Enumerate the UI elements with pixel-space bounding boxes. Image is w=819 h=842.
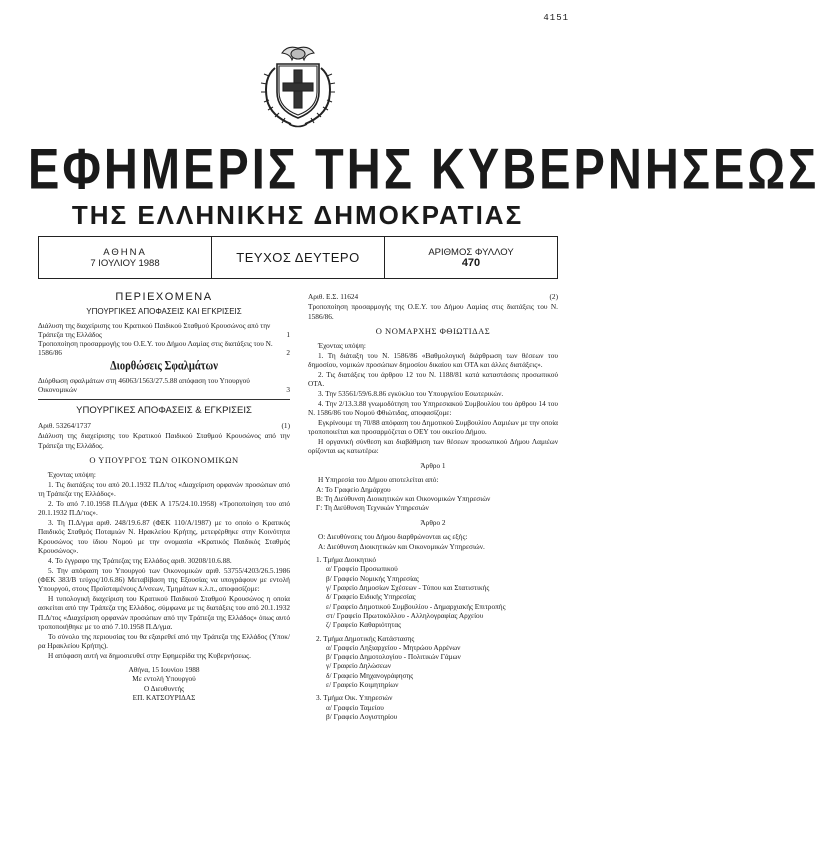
- decisions-section-heading: ΥΠΟΥΡΓΙΚΕΣ ΑΠΟΦΑΣΕΙΣ & ΕΓΚΡΙΣΕΙΣ: [76, 404, 252, 416]
- section-1-item: γ/ Γραφείο Δημοσίων Σχέσεων - Τύπου και Στατιστικής: [326, 583, 490, 593]
- section-1-title: 1. Τμήμα Διοικητικό: [316, 555, 377, 565]
- corrections-heading: Διορθώσεις Σφαλμάτων: [110, 359, 218, 373]
- decision-1-ref: Αριθ. 53264/1737: [38, 420, 91, 430]
- decision-2-intro: Έχοντας υπόψη:: [318, 341, 366, 351]
- decision-1-authority: Ο ΥΠΟΥΡΓΟΣ ΤΩΝ ΟΙΚΟΝΟΜΙΚΩΝ: [89, 454, 239, 465]
- section-2-item: γ/ Γραφείο Δηλώσεων: [326, 661, 392, 671]
- decision-1-paragraph: Η απόφαση αυτή να δημοσιευθεί στην Εφημερίδα της Κυβερνήσεως.: [48, 650, 251, 660]
- issue-info-box: [38, 236, 558, 279]
- issue-location-date: [39, 237, 211, 278]
- issue-sheet-label: ΑΡΙΘΜΟΣ ΦΥΛΛΟΥ: [428, 246, 514, 258]
- gazette-subtitle: ΤΗΣ ΕΛΛΗΝΙΚΗΣ ΔΗΜΟΚΡΑΤΙΑΣ: [71, 200, 524, 230]
- article-2-sub: Α: Διεύθυνση Διοικητικών και Οικονομικών Υπηρεσιών.: [318, 541, 485, 551]
- coat-of-arms-icon: [259, 44, 337, 130]
- contents-heading: ΠΕΡΙΕΧΟΜΕΝΑ: [115, 291, 213, 303]
- page-number: 4151: [543, 13, 569, 23]
- decision-1-paragraph: Η τυπολογική διαχείριση του Κρατικού Παιδικού Σταθμού Κρουσώνος η οποία ασκείται από την Τράπεζα της Ελλάδος, σύμφωνα με τις διατάξεις του από 20.1.1932 Π.Δ/τος «Διαχείριση ορφανών προσώπων από την Τράπεζα της Ελλάδος» όπως αυτό τροποποιήθηκε με το από 7.10.1958 Π.Δ/γμα.: [38, 594, 290, 631]
- section-2-item: δ/ Γραφείο Μηχανογράφησης: [326, 670, 414, 680]
- contents-section-heading: ΥΠΟΥΡΓΙΚΕΣ ΑΠΟΦΑΣΕΙΣ ΚΑΙ ΕΓΚΡΙΣΕΙΣ: [86, 307, 242, 317]
- decision-2-paragraph: 4. Την 2/13.3.88 γνωμοδότηση του Υπηρεσιακού Συμβουλίου του άρθρου 14 του Ν. 1586/86 του Νομού Φθιώτιδας, αποφασίζομε:: [308, 398, 558, 418]
- decision-2-ref: Αριθ. Ε.Σ. 11624: [308, 292, 359, 301]
- left-column: [38, 292, 290, 702]
- decision-2-paragraph: Εγκρίνουμε τη 70/88 απόφαση του Δημοτικού Συμβουλίου Λαμιέων με την οποία τροποποιείται και προσαρμόζεται ο ΟΕΥ του οικείου Δήμου.: [308, 418, 558, 437]
- section-1-item: δ/ Γραφείο Ειδικής Υπηρεσίας: [326, 592, 416, 602]
- article-2-intro: Ο: Διευθύνσεις του Δήμου διαρθρώνονται ως εξής:: [318, 532, 468, 542]
- decision-2-paragraph: Η οργανική σύνθεση και διαβάθμιση των θέσεων προσωπικού Δήμου Λαμιέων ορίζονται ως κατωτέρω:: [308, 437, 558, 456]
- decision-1-title: Διάλυση της διαχείρισης του Κρατικού Παιδικού Σταθμού Κρουσώνος από την Τράπεζα της Ελλάδος.: [38, 431, 290, 450]
- issue-series-label: ΤΕΥΧΟΣ ΔΕΥΤΕΡΟ: [236, 250, 360, 265]
- decision-2-paragraph: 1. Τη διάταξη του Ν. 1586/86 «Βαθμολογική διάρθρωση των θέσεων του δημοσίου, νομικών προσώπων δημοσίου δικαίου και ΟΤΑ και άλλες διατάξεις».: [308, 350, 558, 370]
- issue-date: 7 ΙΟΥΛΙΟΥ 1988: [90, 257, 160, 269]
- decision-1-paragraph: 1. Τις διατάξεις του από 20.1.1932 Π.Δ/τος «Διαχείριση ορφανών προσώπων από τη Τράπεζα της Ελλάδος».: [38, 479, 290, 499]
- section-2-item: α/ Γραφείο Ληξιαρχείου - Μητρώου Αρρένων: [326, 642, 461, 652]
- article-1-item: Β: Τη Διεύθυνση Διοικητικών και Οικονομικών Υπηρεσιών: [316, 494, 491, 504]
- article-1-intro: Η Υπηρεσία του Δήμου αποτελείται από:: [318, 475, 439, 485]
- signature-date: Αθήνα, 15 Ιουνίου 1988: [128, 665, 200, 675]
- section-1-item: ζ/ Γραφείο Καθαριότητας: [326, 620, 402, 630]
- article-1-item: Α: Το Γραφείο Δημάρχου: [316, 484, 391, 494]
- toc-entry[interactable]: [38, 321, 290, 340]
- section-1-item: α/ Γραφείο Προσωπικού: [326, 564, 398, 574]
- toc-entry[interactable]: [38, 339, 290, 358]
- signature-name: ΕΠ. ΚΑΤΣΟΥΡΙΔΑΣ: [132, 692, 196, 702]
- decision-2-paragraph: 2. Τις διατάξεις του άρθρου 12 του Ν. 1188/81 κατά καταστάσεις προσωπικού ΟΤΑ.: [308, 370, 558, 389]
- section-1-item: β/ Γραφείο Νομικής Υπηρεσίας: [326, 573, 419, 583]
- section-3-title: 3. Τμήμα Οικ. Υπηρεσιών: [316, 693, 393, 703]
- section-1-item: στ/ Γραφείο Πρωτοκόλλου - Αλληλογραφίας Αρχείου: [326, 610, 484, 620]
- article-2-title: Άρθρο 2: [420, 517, 446, 527]
- decision-1-paragraph: 3. Τη Π.Δ/γμα αριθ. 248/19.6.87 (ΦΕΚ 110/Α/1987) με το οποίο ο Κρατικός Παιδικός Σταθμός Ποταμιών Ν. Ηρακλείου Κρήτης, μετεφέρθηκε στην Κοινότητα Κρουσώνος του ίδιου Νομού με την ονομασία «Κρατικός Παιδικός Σταθμός Κρουσώνος».: [38, 518, 290, 556]
- issue-city: ΑΘΗΝΑ: [103, 246, 147, 258]
- decision-2-authority: Ο ΝΟΜΑΡΧΗΣ ΦΘΙΩΤΙΔΑΣ: [375, 325, 491, 336]
- right-column: [308, 292, 558, 721]
- issue-sheet: [385, 237, 557, 278]
- signature-order: Με εντολή Υπουργού: [132, 674, 196, 684]
- section-2-item: ε/ Γραφείο Κοιμητηρίων: [326, 679, 399, 689]
- toc-entry-page: 1: [286, 329, 290, 339]
- article-1-item: Γ: Τη Διεύθυνση Τεχνικών Υπηρεσιών: [316, 503, 429, 513]
- section-2-item: β/ Γραφείο Δημοτολογίου - Πολιτικών Γάμων: [326, 652, 461, 662]
- decision-1-ref-line: [38, 421, 290, 430]
- decision-1-paragraph: 5. Την απόφαση του Υπουργού των Οικονομικών αριθ. 53755/4203/26.5.1986 (ΦΕΚ 383/Β τεύχος/10.6.86) Μεταβίβαση της Εξουσίας να υπογράφουν με εντολή Υπουργού, στους Προϊσταμένους Δ/νσεων, Τμημάτων κ.λ.π., αποφασίζομε:: [38, 565, 290, 594]
- section-3-item: α/ Γραφείο Ταμείου: [326, 702, 384, 712]
- decision-2-ref-line: [308, 292, 558, 301]
- article-1-title: Άρθρο 1: [420, 460, 446, 470]
- section-1-item: ε/ Γραφείο Δημοτικού Συμβουλίου - Δημαρχιακής Επιτροπής: [326, 601, 506, 611]
- section-3-item: β/ Γραφείο Λογιστηρίου: [326, 711, 398, 721]
- section-2-title: 2. Τμήμα Δημοτικής Κατάστασης: [316, 633, 415, 643]
- decision-2-num: (2): [549, 292, 558, 301]
- toc-entry-page: 2: [286, 348, 290, 358]
- decision-1-paragraph: 2. Το από 7.10.1958 Π.Δ/γμα (ΦΕΚ Α 175/24.10.1958) «Τροποποίηση του από 20.1.1932 Π.Δ/τος».: [38, 499, 290, 518]
- toc-entry-text: Τροποποίηση προσαρμογής του Ο.Ε.Υ. του Δήμου Λαμίας στις διατάξεις του Ν. 1586/86: [38, 339, 273, 358]
- toc-entry[interactable]: [38, 376, 290, 395]
- issue-series: [211, 237, 385, 278]
- toc-entry-text: Διόρθωση σφαλμάτων στη 46063/1563/27.5.88 απόφαση του Υπουργού Οικονομικών: [38, 376, 250, 395]
- decision-2-paragraph: 3. Την 53561/59/6.8.86 εγκύκλιο του Υπουργείου Εσωτερικών.: [318, 389, 504, 399]
- decision-1-paragraph: 4. Το έγγραφο της Τράπεζας της Ελλάδος αριθ. 30208/10.6.88.: [48, 555, 232, 565]
- issue-sheet-number: 470: [461, 256, 481, 269]
- decision-1-num: (1): [281, 420, 290, 430]
- signature-role: Ο Διευθυντής: [143, 683, 185, 693]
- decision-1-paragraph: Το σύνολο της περιουσίας του θα εξαιρεθεί από την Τράπεζα της Ελλάδος (Υποκ/ρα Ηρακλείου Κρήτης).: [38, 631, 290, 650]
- gazette-title: ΕΦΗΜΕΡΙΣ ΤΗΣ ΚΥΒΕΡΝΗΣΕΩΣ: [28, 136, 819, 201]
- decision-1-signature: [38, 665, 290, 702]
- decision-1-intro: Έχοντας υπόψη:: [48, 470, 96, 480]
- toc-entry-text: Διάλυση της διαχείρισης του Κρατικού Παιδικού Σταθμού Κρουσώνος από την Τράπεζα της Ελλάδος: [38, 320, 271, 339]
- toc-entry-page: 3: [286, 385, 290, 395]
- decision-2-title: Τροποποίηση προσαρμογής της Ο.Ε.Υ. του Δήμου Λαμίας στις διατάξεις του Ν. 1586/86.: [308, 302, 558, 321]
- divider: [38, 399, 290, 400]
